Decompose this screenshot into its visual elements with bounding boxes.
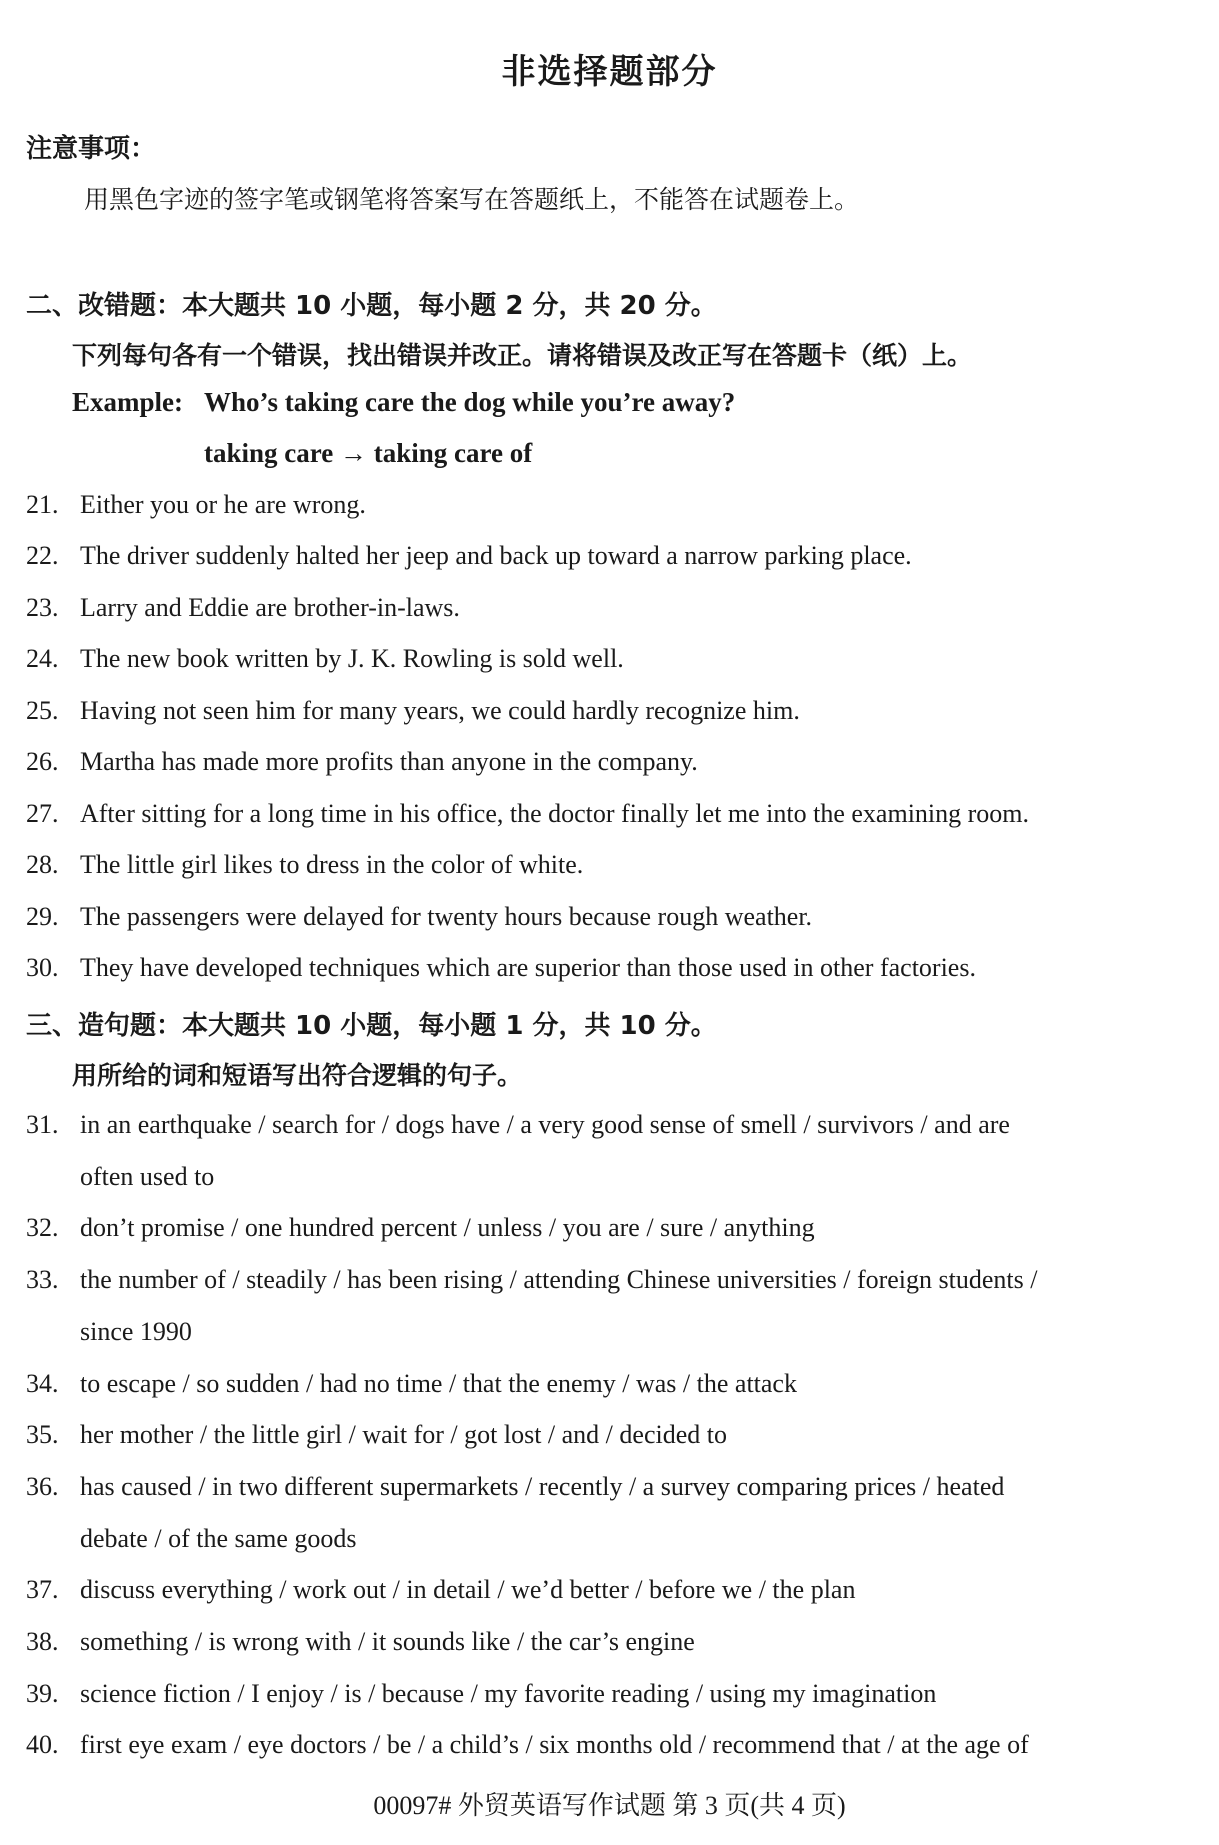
question-text: the number of / steadily / has been rising / attending Chinese universities / foreign students / [80,1265,1038,1294]
question-item [26,696,800,726]
question-text: They have developed techniques which are superior than those used in other factories. [80,953,976,982]
question-number: 34. [26,1369,59,1398]
question-number: 37. [26,1575,59,1604]
question-number: 28. [26,850,59,879]
question-item [26,747,698,777]
question-item [26,1730,1029,1760]
question-item [26,1213,815,1243]
question-text: The new book written by J. K. Rowling is sold well. [80,644,624,673]
question-text: something / is wrong with / it sounds like / the car’s engine [80,1627,695,1656]
example-answer: taking care → taking care of [204,438,533,468]
question-number: 40. [26,1730,59,1759]
question-text: science fiction / I enjoy / is / because / my favorite reading / using my imagination [80,1679,937,1708]
question-text: The passengers were delayed for twenty hours because rough weather. [80,902,813,931]
question-text-continued: since 1990 [80,1317,192,1346]
question-number: 36. [26,1472,59,1501]
question-number: 39. [26,1679,59,1708]
question-text: first eye exam / eye doctors / be / a child’s / six months old / recommend that / at the age of [80,1730,1029,1759]
question-item [26,490,366,520]
notice-text: 用黑色字迹的签字笔或钢笔将答案写在答题纸上，不能答在试题卷上。 [84,185,860,214]
question-item [26,593,460,623]
section2-heading: 二、改错题：本大题共 10 小题，每小题 2 分，共 20 分。 [26,291,717,321]
question-text: Either you or he are wrong. [80,490,366,519]
question-text: The little girl likes to dress in the color of white. [80,850,584,879]
question-item [26,902,812,932]
question-item [26,953,976,983]
question-item [26,1110,1010,1140]
question-item [26,1472,1004,1502]
question-text: in an earthquake / search for / dogs have / a very good sense of smell / survivors / and are [80,1110,1010,1139]
section3-heading: 三、造句题：本大题共 10 小题，每小题 1 分，共 10 分。 [26,1011,717,1041]
question-number: 35. [26,1420,59,1449]
question-text: The driver suddenly halted her jeep and back up toward a narrow parking place. [80,541,912,570]
question-number: 33. [26,1265,59,1294]
question-number: 26. [26,747,59,776]
question-number: 27. [26,799,59,828]
question-number: 24. [26,644,59,673]
question-item [26,1265,1037,1295]
page-title: 非选择题部分 [501,52,718,92]
question-number: 30. [26,953,59,982]
question-text: After sitting for a long time in his office, the doctor finally let me into the examining room. [80,799,1030,828]
example-sentence: Who’s taking care the dog while you’re away? [204,387,736,417]
question-item [26,644,624,674]
question-text: don’t promise / one hundred percent / unless / you are / sure / anything [80,1213,815,1242]
question-number: 21. [26,490,59,519]
question-number: 29. [26,902,59,931]
question-item [26,541,912,571]
section3-instruction: 用所给的词和短语写出符合逻辑的句子。 [72,1061,523,1090]
question-text: Martha has made more profits than anyone in the company. [80,747,698,776]
question-text: Having not seen him for many years, we could hardly recognize him. [80,696,800,725]
page-footer: 00097# 外贸英语写作试题 第 3 页(共 4 页) [373,1791,846,1820]
question-number: 38. [26,1627,59,1656]
question-number: 32. [26,1213,59,1242]
question-item [26,1627,695,1657]
question-item [26,799,1029,829]
question-item [26,1369,797,1399]
question-text: discuss everything / work out / in detail / we’d better / before we / the plan [80,1575,856,1604]
question-item [26,1420,727,1450]
question-text: to escape / so sudden / had no time / that the enemy / was / the attack [80,1369,797,1398]
question-number: 25. [26,696,59,725]
question-number: 22. [26,541,59,570]
question-text-continued: often used to [80,1162,215,1191]
question-text-continued: debate / of the same goods [80,1524,357,1553]
question-item [26,1679,936,1709]
question-item [26,1575,855,1605]
question-number: 31. [26,1110,59,1139]
question-text: has caused / in two different supermarkets / recently / a survey comparing prices / heated [80,1472,1005,1501]
question-number: 23. [26,593,59,622]
question-item [26,850,583,880]
question-text: her mother / the little girl / wait for / got lost / and / decided to [80,1420,727,1449]
example-label: Example: [72,387,183,417]
section2-instruction: 下列每句各有一个错误，找出错误并改正。请将错误及改正写在答题卡（纸）上。 [72,341,973,370]
question-text: Larry and Eddie are brother-in-laws. [80,593,460,622]
notice-heading: 注意事项： [26,134,157,164]
